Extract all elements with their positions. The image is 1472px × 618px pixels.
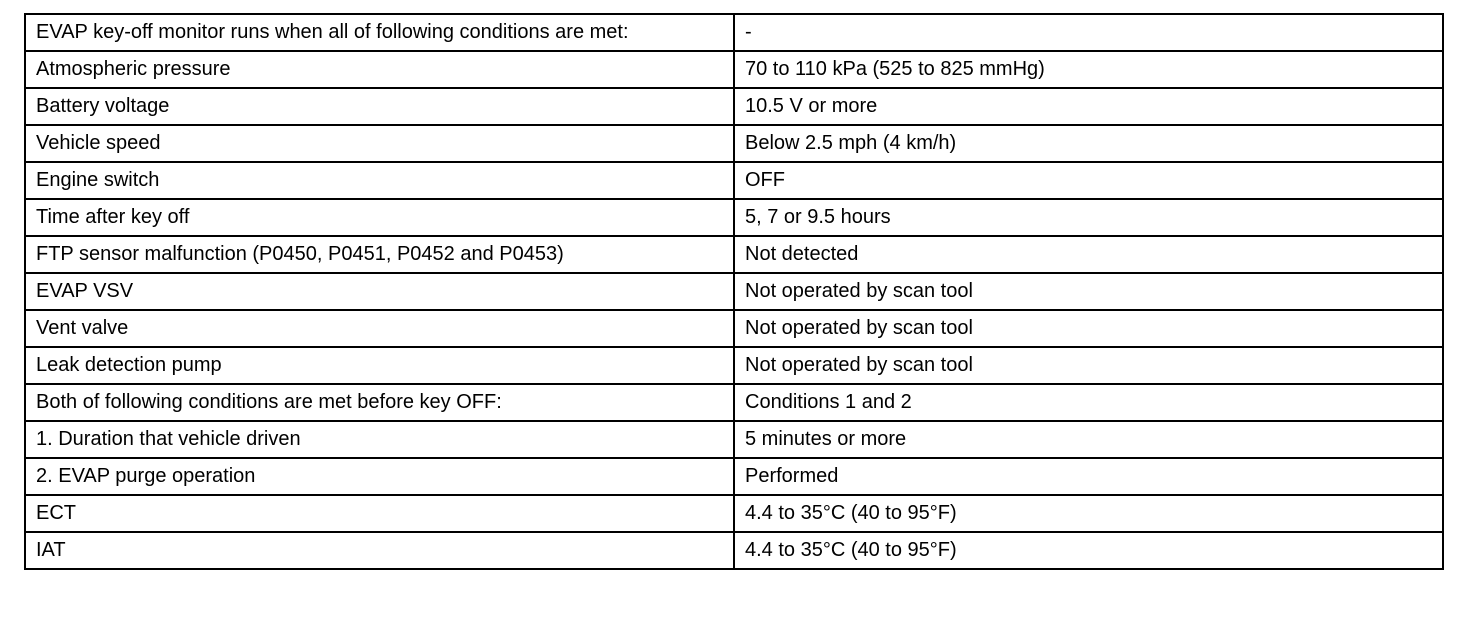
value-cell: Below 2.5 mph (4 km/h) <box>734 125 1443 162</box>
value-cell: OFF <box>734 162 1443 199</box>
condition-cell: IAT <box>25 532 734 569</box>
condition-cell: 1. Duration that vehicle driven <box>25 421 734 458</box>
table-row <box>25 199 1443 236</box>
value-cell: 4.4 to 35°C (40 to 95°F) <box>734 532 1443 569</box>
table-row <box>25 14 1443 51</box>
condition-cell: 2. EVAP purge operation <box>25 458 734 495</box>
table-row <box>25 162 1443 199</box>
condition-cell: FTP sensor malfunction (P0450, P0451, P0452 and P0453) <box>25 236 734 273</box>
table-row <box>25 532 1443 569</box>
condition-cell: Leak detection pump <box>25 347 734 384</box>
value-cell: - <box>734 14 1443 51</box>
table-row <box>25 236 1443 273</box>
value-cell: Conditions 1 and 2 <box>734 384 1443 421</box>
table-row <box>25 384 1443 421</box>
condition-cell: Vent valve <box>25 310 734 347</box>
table-row <box>25 495 1443 532</box>
condition-cell: Vehicle speed <box>25 125 734 162</box>
conditions-table <box>24 13 1444 570</box>
condition-cell: Atmospheric pressure <box>25 51 734 88</box>
condition-cell: Battery voltage <box>25 88 734 125</box>
table-row <box>25 421 1443 458</box>
table-row <box>25 458 1443 495</box>
value-cell: Performed <box>734 458 1443 495</box>
value-cell: Not operated by scan tool <box>734 273 1443 310</box>
condition-cell: Both of following conditions are met before key OFF: <box>25 384 734 421</box>
table-row <box>25 125 1443 162</box>
condition-cell: EVAP key-off monitor runs when all of following conditions are met: <box>25 14 734 51</box>
value-cell: 4.4 to 35°C (40 to 95°F) <box>734 495 1443 532</box>
condition-cell: Engine switch <box>25 162 734 199</box>
condition-cell: ECT <box>25 495 734 532</box>
value-cell: Not operated by scan tool <box>734 310 1443 347</box>
condition-cell: Time after key off <box>25 199 734 236</box>
value-cell: 70 to 110 kPa (525 to 825 mmHg) <box>734 51 1443 88</box>
table-row <box>25 273 1443 310</box>
value-cell: Not operated by scan tool <box>734 347 1443 384</box>
table-row <box>25 347 1443 384</box>
value-cell: 10.5 V or more <box>734 88 1443 125</box>
value-cell: Not detected <box>734 236 1443 273</box>
table-row <box>25 51 1443 88</box>
value-cell: 5 minutes or more <box>734 421 1443 458</box>
table-row <box>25 88 1443 125</box>
value-cell: 5, 7 or 9.5 hours <box>734 199 1443 236</box>
condition-cell: EVAP VSV <box>25 273 734 310</box>
table-row <box>25 310 1443 347</box>
